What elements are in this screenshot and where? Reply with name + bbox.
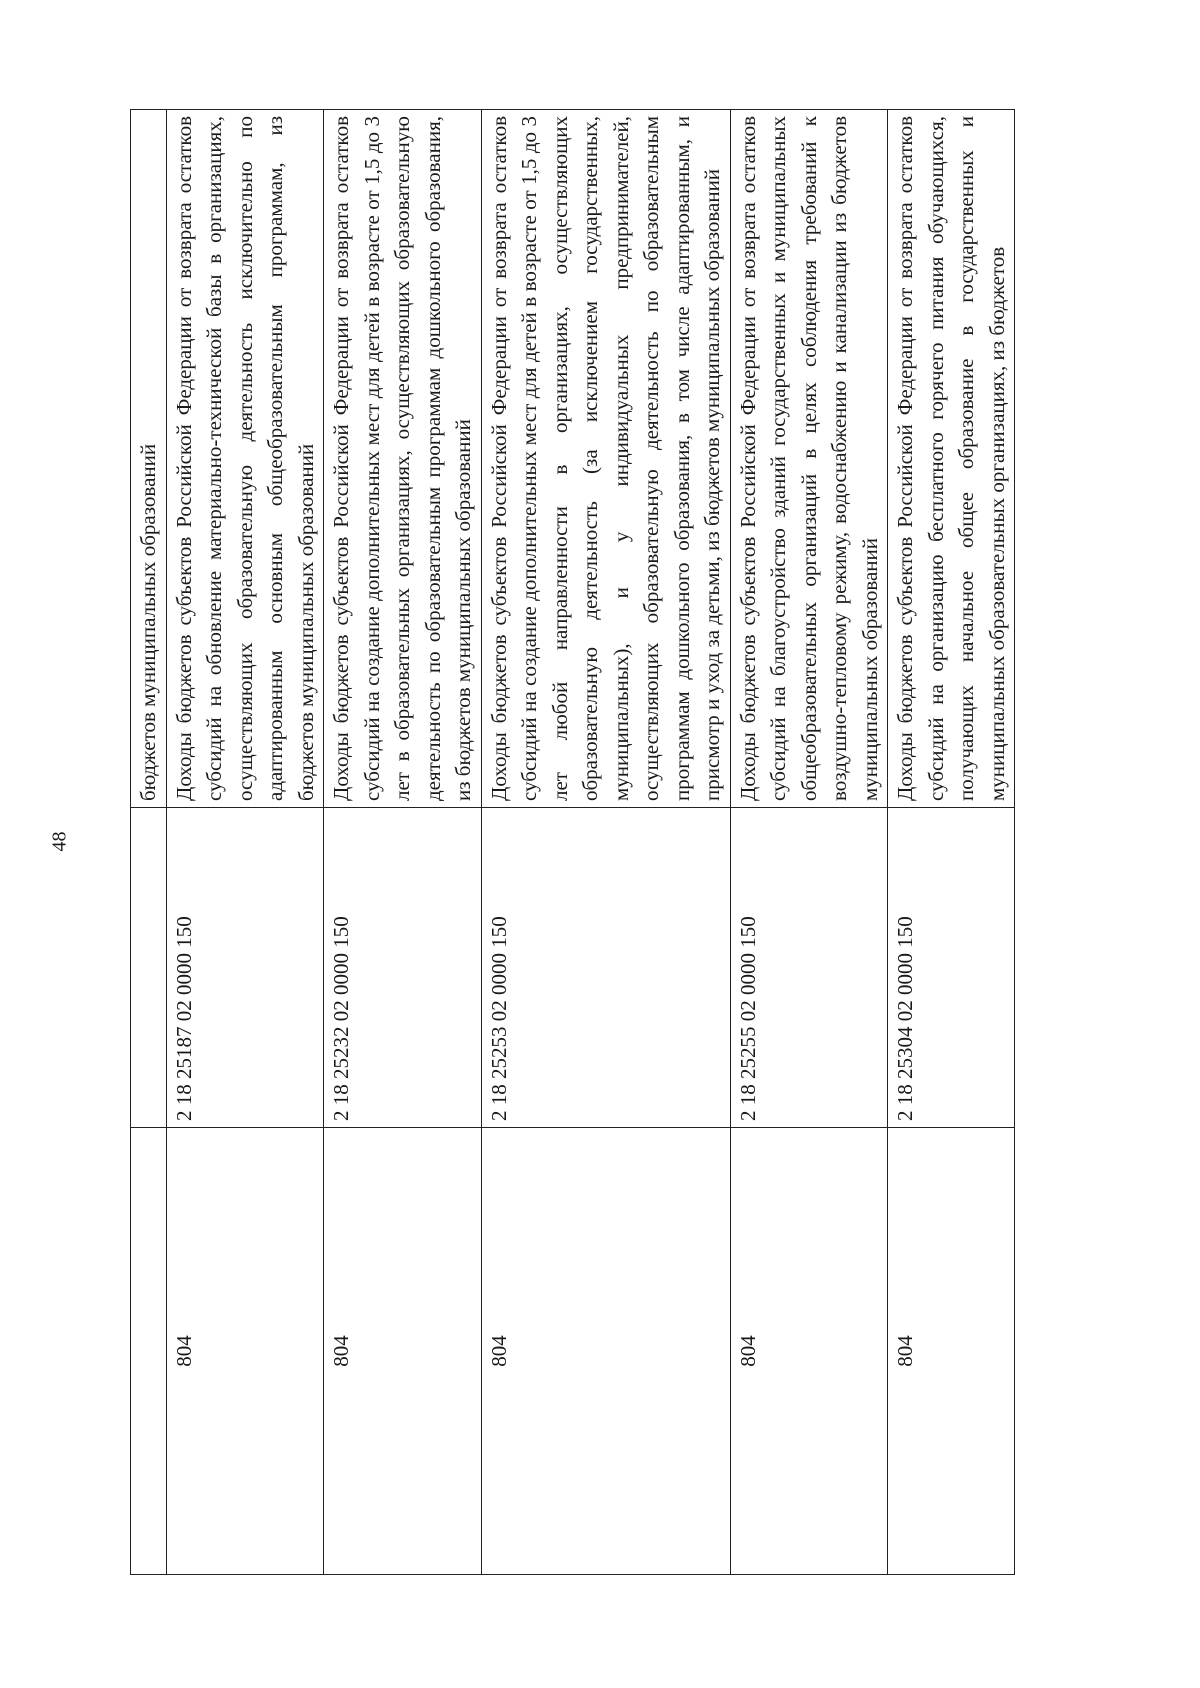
revenue-name-cell: Доходы бюджетов субъектов Российской Федерации от возврата остатков субсидий на организацию бесплатного горячего питания обучающихся, получающих начальное общее образование в государственных и муниципальных образовательных организациях, из бюджетов bbox=[888, 110, 1015, 808]
revenue-name-cell: бюджетов муниципальных образований bbox=[131, 110, 167, 808]
revenue-codes-table bbox=[130, 109, 1015, 1575]
revenue-name-cell: Доходы бюджетов субъектов Российской Федерации от возврата остатков субсидий на обновление материально-технической базы в организациях, осуществляющих образовательную деятельность исключительно по адаптированным основным общеобразовательным программам, из бюджетов муниципальных образований bbox=[166, 110, 324, 808]
revenue-name-cell: Доходы бюджетов субъектов Российской Федерации от возврата остатков субсидий на благоустройство зданий государственных и муниципальных общеобразовательных организаций в целях соблюдения требований к воздушно-тепловому режиму, водоснабжению и канализации из бюджетов муниципальных образований bbox=[730, 110, 888, 808]
classification-code-cell: 2 18 25253 02 0000 150 bbox=[481, 808, 730, 1128]
admin-code-cell: 804 bbox=[324, 1128, 482, 1575]
table-row bbox=[481, 110, 730, 1575]
table-row bbox=[730, 110, 888, 1575]
table-row bbox=[166, 110, 324, 1575]
page-number: 48 bbox=[48, 831, 71, 852]
admin-code-cell: 804 bbox=[888, 1128, 1015, 1575]
classification-code-cell: 2 18 25187 02 0000 150 bbox=[166, 808, 324, 1128]
table-row bbox=[888, 110, 1015, 1575]
admin-code-cell: 804 bbox=[166, 1128, 324, 1575]
classification-code-cell bbox=[131, 808, 167, 1128]
revenue-name-cell: Доходы бюджетов субъектов Российской Федерации от возврата остатков субсидий на создание дополнительных мест для детей в возрасте от 1,5 до 3 лет в образовательных организациях, осуществляющих образовательную деятельность по образовательным программам дошкольного образования, из бюджетов муниципальных образований bbox=[324, 110, 482, 808]
table-row bbox=[324, 110, 482, 1575]
classification-code-cell: 2 18 25304 02 0000 150 bbox=[888, 808, 1015, 1128]
revenue-name-cell: Доходы бюджетов субъектов Российской Федерации от возврата остатков субсидий на создание дополнительных мест для детей в возрасте от 1,5 до 3 лет любой направленности в организациях, осуществляющих образовательную деятельность (за исключением государственных, муниципальных), и у индивидуальных предпринимателей, осуществляющих образовательную деятельность по образовательным программам дошкольного образования, в том числе адаптированным, и присмотр и уход за детьми, из бюджетов муниципальных образований bbox=[481, 110, 730, 808]
admin-code-cell: 804 bbox=[481, 1128, 730, 1575]
admin-code-cell: 804 bbox=[730, 1128, 888, 1575]
admin-code-cell bbox=[131, 1128, 167, 1575]
document-sheet bbox=[130, 110, 1070, 1575]
table-row-continuation bbox=[131, 110, 167, 1575]
classification-code-cell: 2 18 25232 02 0000 150 bbox=[324, 808, 482, 1128]
classification-code-cell: 2 18 25255 02 0000 150 bbox=[730, 808, 888, 1128]
